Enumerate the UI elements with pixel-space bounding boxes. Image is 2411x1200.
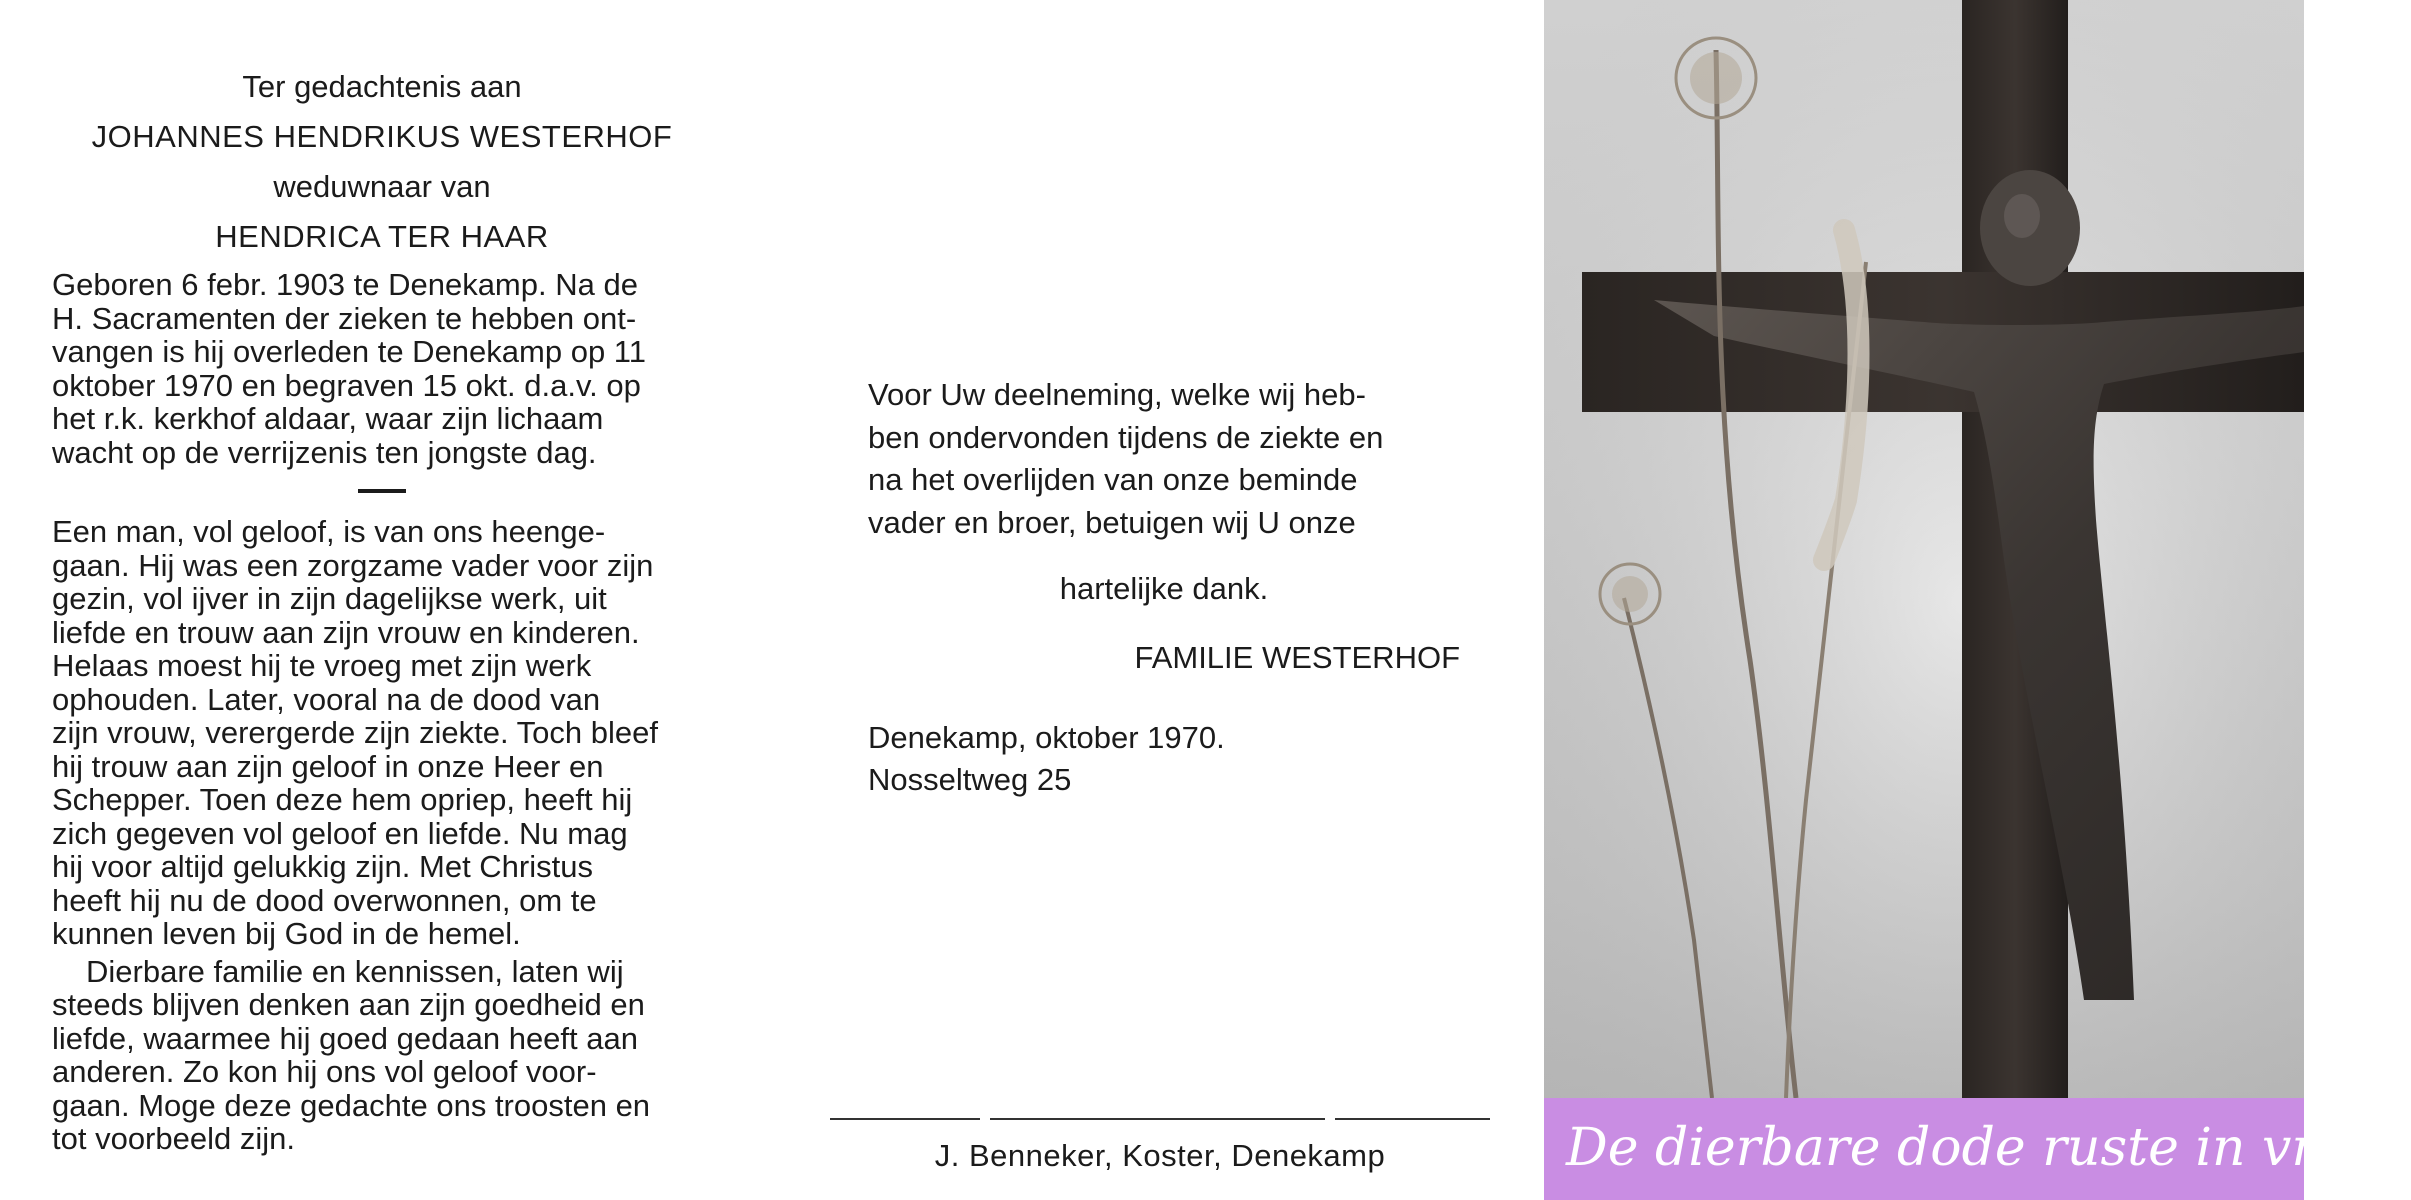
tribute-paragraph	[52, 515, 712, 951]
tribute-line: zich gegeven vol geloof en liefde. Nu mag	[52, 815, 628, 851]
memorial-column	[52, 62, 712, 1156]
biography-line: het r.k. kerkhof aldaar, waar zijn lichaam	[52, 401, 604, 436]
biography-line: H. Sacramenten der zieken te hebben ont-	[52, 300, 637, 336]
remembrance-line: liefde, waarmee hij goed gedaan heeft aan	[52, 1020, 638, 1056]
thanks-paragraph	[868, 374, 1460, 544]
tribute-line: gaan. Hij was een zorgzame vader voor zijn	[52, 547, 654, 583]
tribute-line: zijn vrouw, verergerde zijn ziekte. Toch bleef	[52, 715, 658, 750]
thanks-line: na het overlijden van onze beminde	[868, 462, 1358, 497]
thanks-line: Voor Uw deelneming, welke wij heb-	[868, 377, 1366, 412]
tribute-line: Helaas moest hij te vroeg met zijn werk	[52, 648, 592, 683]
biography-paragraph	[52, 268, 712, 469]
thanks-closing: hartelijke dank.	[1059, 571, 1269, 606]
rule-segment	[990, 1118, 1325, 1120]
family-signature: FAMILIE WESTERHOF	[1134, 639, 1460, 675]
memorial-heading	[52, 62, 712, 262]
tribute-line: Een man, vol geloof, is van ons heenge-	[52, 514, 606, 549]
crucifix-photo	[1544, 0, 2411, 1200]
tribute-line: hij voor altijd gelukkig zijn. Met Christus	[52, 849, 593, 884]
epitaph-text: De dierbare dode ruste in vrede	[1566, 1118, 2411, 1178]
deceased-name: JOHANNES HENDRIKUS WESTERHOF	[91, 119, 673, 154]
remembrance-line: tot voorbeeld zijn.	[52, 1121, 295, 1156]
remembrance-line: Dierbare familie en kennissen, laten wij	[86, 953, 624, 989]
rule-segment	[830, 1118, 980, 1120]
tribute-line: heeft hij nu de dood overwonnen, om te	[52, 882, 597, 918]
tribute-line: gezin, vol ijver in zijn dagelijkse werk, uit	[52, 581, 607, 616]
crucifix-with-dried-flowers-icon	[1544, 0, 2304, 1098]
tribute-line: kunnen leven bij God in de hemel.	[52, 916, 521, 951]
thanks-line: vader en broer, betuigen wij U onze	[868, 504, 1356, 540]
remembrance-paragraph	[52, 955, 712, 1156]
heading-intro: Ter gedachtenis aan	[242, 69, 522, 104]
epitaph-banner	[1544, 1098, 2411, 1200]
biography-line: vangen is hij overleden te Denekamp op 11	[52, 334, 646, 369]
tribute-line: liefde en trouw aan zijn vrouw en kinderen.	[52, 614, 640, 650]
thanks-line: ben ondervonden tijdens de ziekte en	[868, 419, 1384, 455]
biography-line: wacht op de verrijzenis ten jongste dag.	[52, 434, 597, 470]
tribute-line: Schepper. Toen deze hem opriep, heeft hij	[52, 782, 633, 817]
place-date: Denekamp, oktober 1970.	[868, 720, 1225, 755]
remembrance-line: gaan. Moge deze gedachte ons troosten en	[52, 1087, 651, 1123]
address: Nosseltweg 25	[868, 762, 1072, 797]
rule-segment	[1335, 1118, 1490, 1120]
remembrance-line: steeds blijven denken aan zijn goedheid en	[52, 987, 645, 1022]
tribute-line: ophouden. Later, vooral na de dood van	[52, 681, 601, 717]
tribute-line: hij trouw aan zijn geloof in onze Heer en	[52, 748, 604, 784]
printer-credit: J. Benneker, Koster, Denekamp	[934, 1138, 1386, 1173]
printer-rule	[830, 1118, 1490, 1120]
spouse-name: HENDRICA TER HAAR	[215, 219, 549, 254]
biography-line: Geboren 6 febr. 1903 te Denekamp. Na de	[52, 267, 638, 302]
section-divider	[358, 489, 406, 493]
heading-relation: weduwnaar van	[273, 169, 491, 204]
remembrance-line: anderen. Zo kon hij ons vol geloof voor-	[52, 1054, 597, 1089]
thanks-column	[868, 374, 1460, 802]
biography-line: oktober 1970 en begraven 15 okt. d.a.v. op	[52, 367, 641, 403]
